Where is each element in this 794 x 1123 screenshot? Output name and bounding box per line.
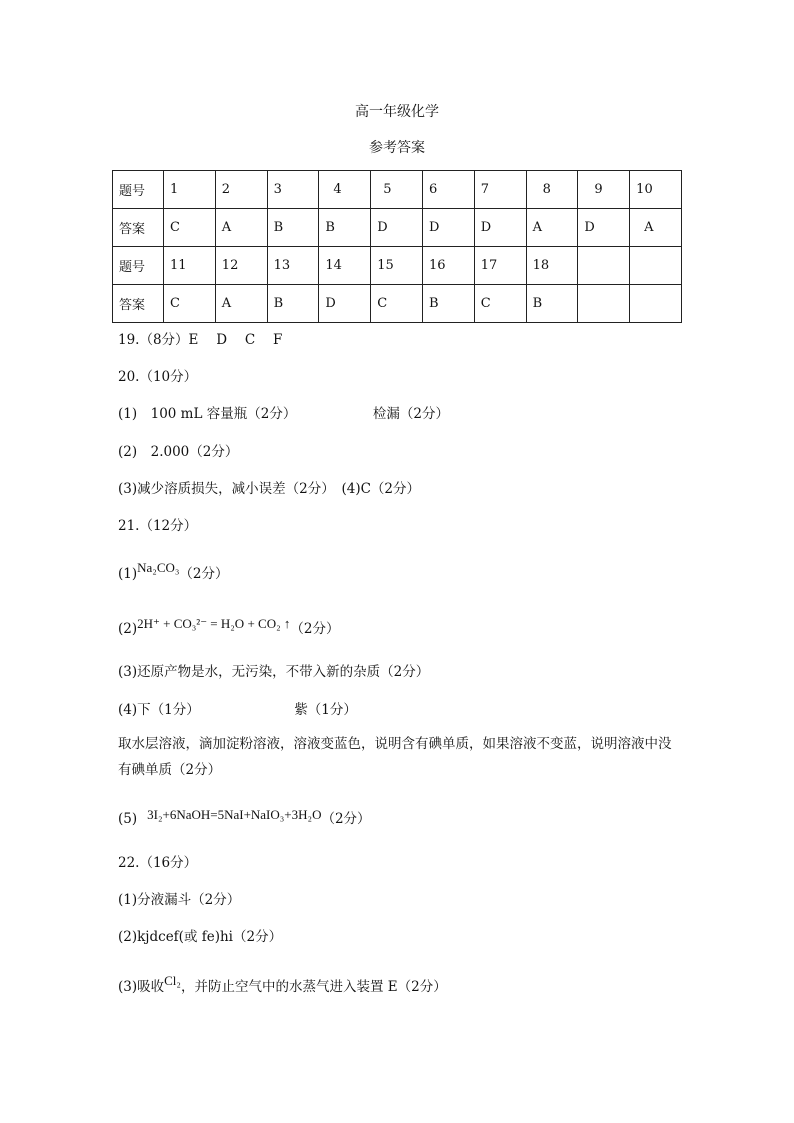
table-cell: 5 <box>371 171 423 209</box>
q21-part5-label: (5) <box>118 811 138 827</box>
q20-part1-text: (1) 100 mL 容量瓶（2分） <box>118 406 297 422</box>
table-cell: A <box>215 209 267 247</box>
table-row <box>113 285 682 323</box>
table-cell: 2 <box>215 171 267 209</box>
q21-header: 21.（12分） <box>118 518 198 534</box>
table-cell: A <box>215 285 267 323</box>
table-cell: B <box>422 285 474 323</box>
q22-part3 <box>118 975 447 995</box>
q22-header: 22.（16分） <box>118 855 198 871</box>
table-cell: B <box>267 209 319 247</box>
table-cell: D <box>371 209 423 247</box>
table-cell: 16 <box>422 247 474 285</box>
q22-part3-formula: Cl₂ <box>164 973 181 988</box>
table-cell: C <box>164 209 216 247</box>
table-cell: B <box>267 285 319 323</box>
q21-part2-score: （2分） <box>290 621 340 637</box>
table-cell: A <box>526 209 578 247</box>
table-cell: 18 <box>526 247 578 285</box>
q21-part1-score: （2分） <box>179 566 229 582</box>
table-cell <box>630 285 682 323</box>
table-cell: 答案 <box>113 209 164 247</box>
answer-table <box>112 170 682 323</box>
table-cell: 12 <box>215 247 267 285</box>
q19-answer: 19.（8分）E D C F <box>118 332 283 348</box>
q21-part4-color: 紫（1分） <box>294 702 357 718</box>
q21-part1-label: (1) <box>118 566 138 582</box>
q21-part1-formula: Na₂CO₃ <box>137 560 180 575</box>
table-cell: 6 <box>422 171 474 209</box>
q21-part5-score: （2分） <box>321 811 371 827</box>
table-cell: 3 <box>267 171 319 209</box>
table-cell: 1 <box>164 171 216 209</box>
q21-part5-formula: 3I₂+6NaOH=5NaI+NaIO₃+3H₂O <box>147 807 322 822</box>
q20-part1 <box>118 402 449 422</box>
table-cell: 题号 <box>113 247 164 285</box>
q20-part1-leak-check: 检漏（2分） <box>372 406 450 422</box>
table-cell: 题号 <box>113 171 164 209</box>
table-cell: B <box>319 209 371 247</box>
table-cell: D <box>578 209 630 247</box>
table-cell: 9 <box>578 171 630 209</box>
q21-part1 <box>118 562 229 582</box>
table-cell: A <box>630 209 682 247</box>
q21-part2-formula: 2H⁺ + CO₃²⁻ = H₂O + CO₂ ↑ <box>137 616 291 631</box>
q22-part3-text: (3)吸收 <box>118 979 165 995</box>
table-cell: C <box>474 285 526 323</box>
page-title: 高一年级化学 <box>355 104 439 120</box>
q21-part3: (3)还原产物是水，无污染，不带入新的杂质（2分） <box>118 664 430 680</box>
q21-part5 <box>118 807 371 827</box>
table-cell: D <box>474 209 526 247</box>
table-cell: 13 <box>267 247 319 285</box>
table-cell: C <box>164 285 216 323</box>
q21-part4-layer: (4)下（1分） <box>118 702 200 718</box>
page-subtitle: 参考答案 <box>369 140 425 156</box>
table-cell: 17 <box>474 247 526 285</box>
q20-part2: (2) 2.000（2分） <box>118 444 239 460</box>
table-cell: 10 <box>630 171 682 209</box>
q21-part2 <box>118 617 339 637</box>
table-cell: 答案 <box>113 285 164 323</box>
table-row <box>113 247 682 285</box>
table-cell: 15 <box>371 247 423 285</box>
table-row <box>113 209 682 247</box>
q21-part2-label: (2) <box>118 621 138 637</box>
table-cell: B <box>526 285 578 323</box>
table-cell <box>630 247 682 285</box>
q20-header: 20.（10分） <box>118 369 198 385</box>
table-cell: 7 <box>474 171 526 209</box>
table-cell: D <box>422 209 474 247</box>
table-cell: D <box>319 285 371 323</box>
table-row <box>113 171 682 209</box>
table-cell <box>578 285 630 323</box>
table-cell <box>578 247 630 285</box>
table-cell: 14 <box>319 247 371 285</box>
table-cell: 4 <box>319 171 371 209</box>
table-cell: 8 <box>526 171 578 209</box>
table-cell: C <box>371 285 423 323</box>
q21-part4 <box>118 698 357 718</box>
table-cell: 11 <box>164 247 216 285</box>
q21-part4-explanation: 取水层溶液，滴加淀粉溶液，溶液变蓝色，说明含有碘单质，如果溶液不变蓝，说明溶液中没有碘单质（2分） <box>118 736 672 778</box>
q20-part3-4: (3)减少溶质损失，减小误差（2分） (4)C（2分） <box>118 481 421 497</box>
q22-part1: (1)分液漏斗（2分） <box>118 892 241 908</box>
q22-part2: (2)kjdcef(或 fe)hi（2分） <box>118 929 283 945</box>
q22-part3-rest: ，并防止空气中的水蒸气进入装置 E（2分） <box>180 979 447 995</box>
